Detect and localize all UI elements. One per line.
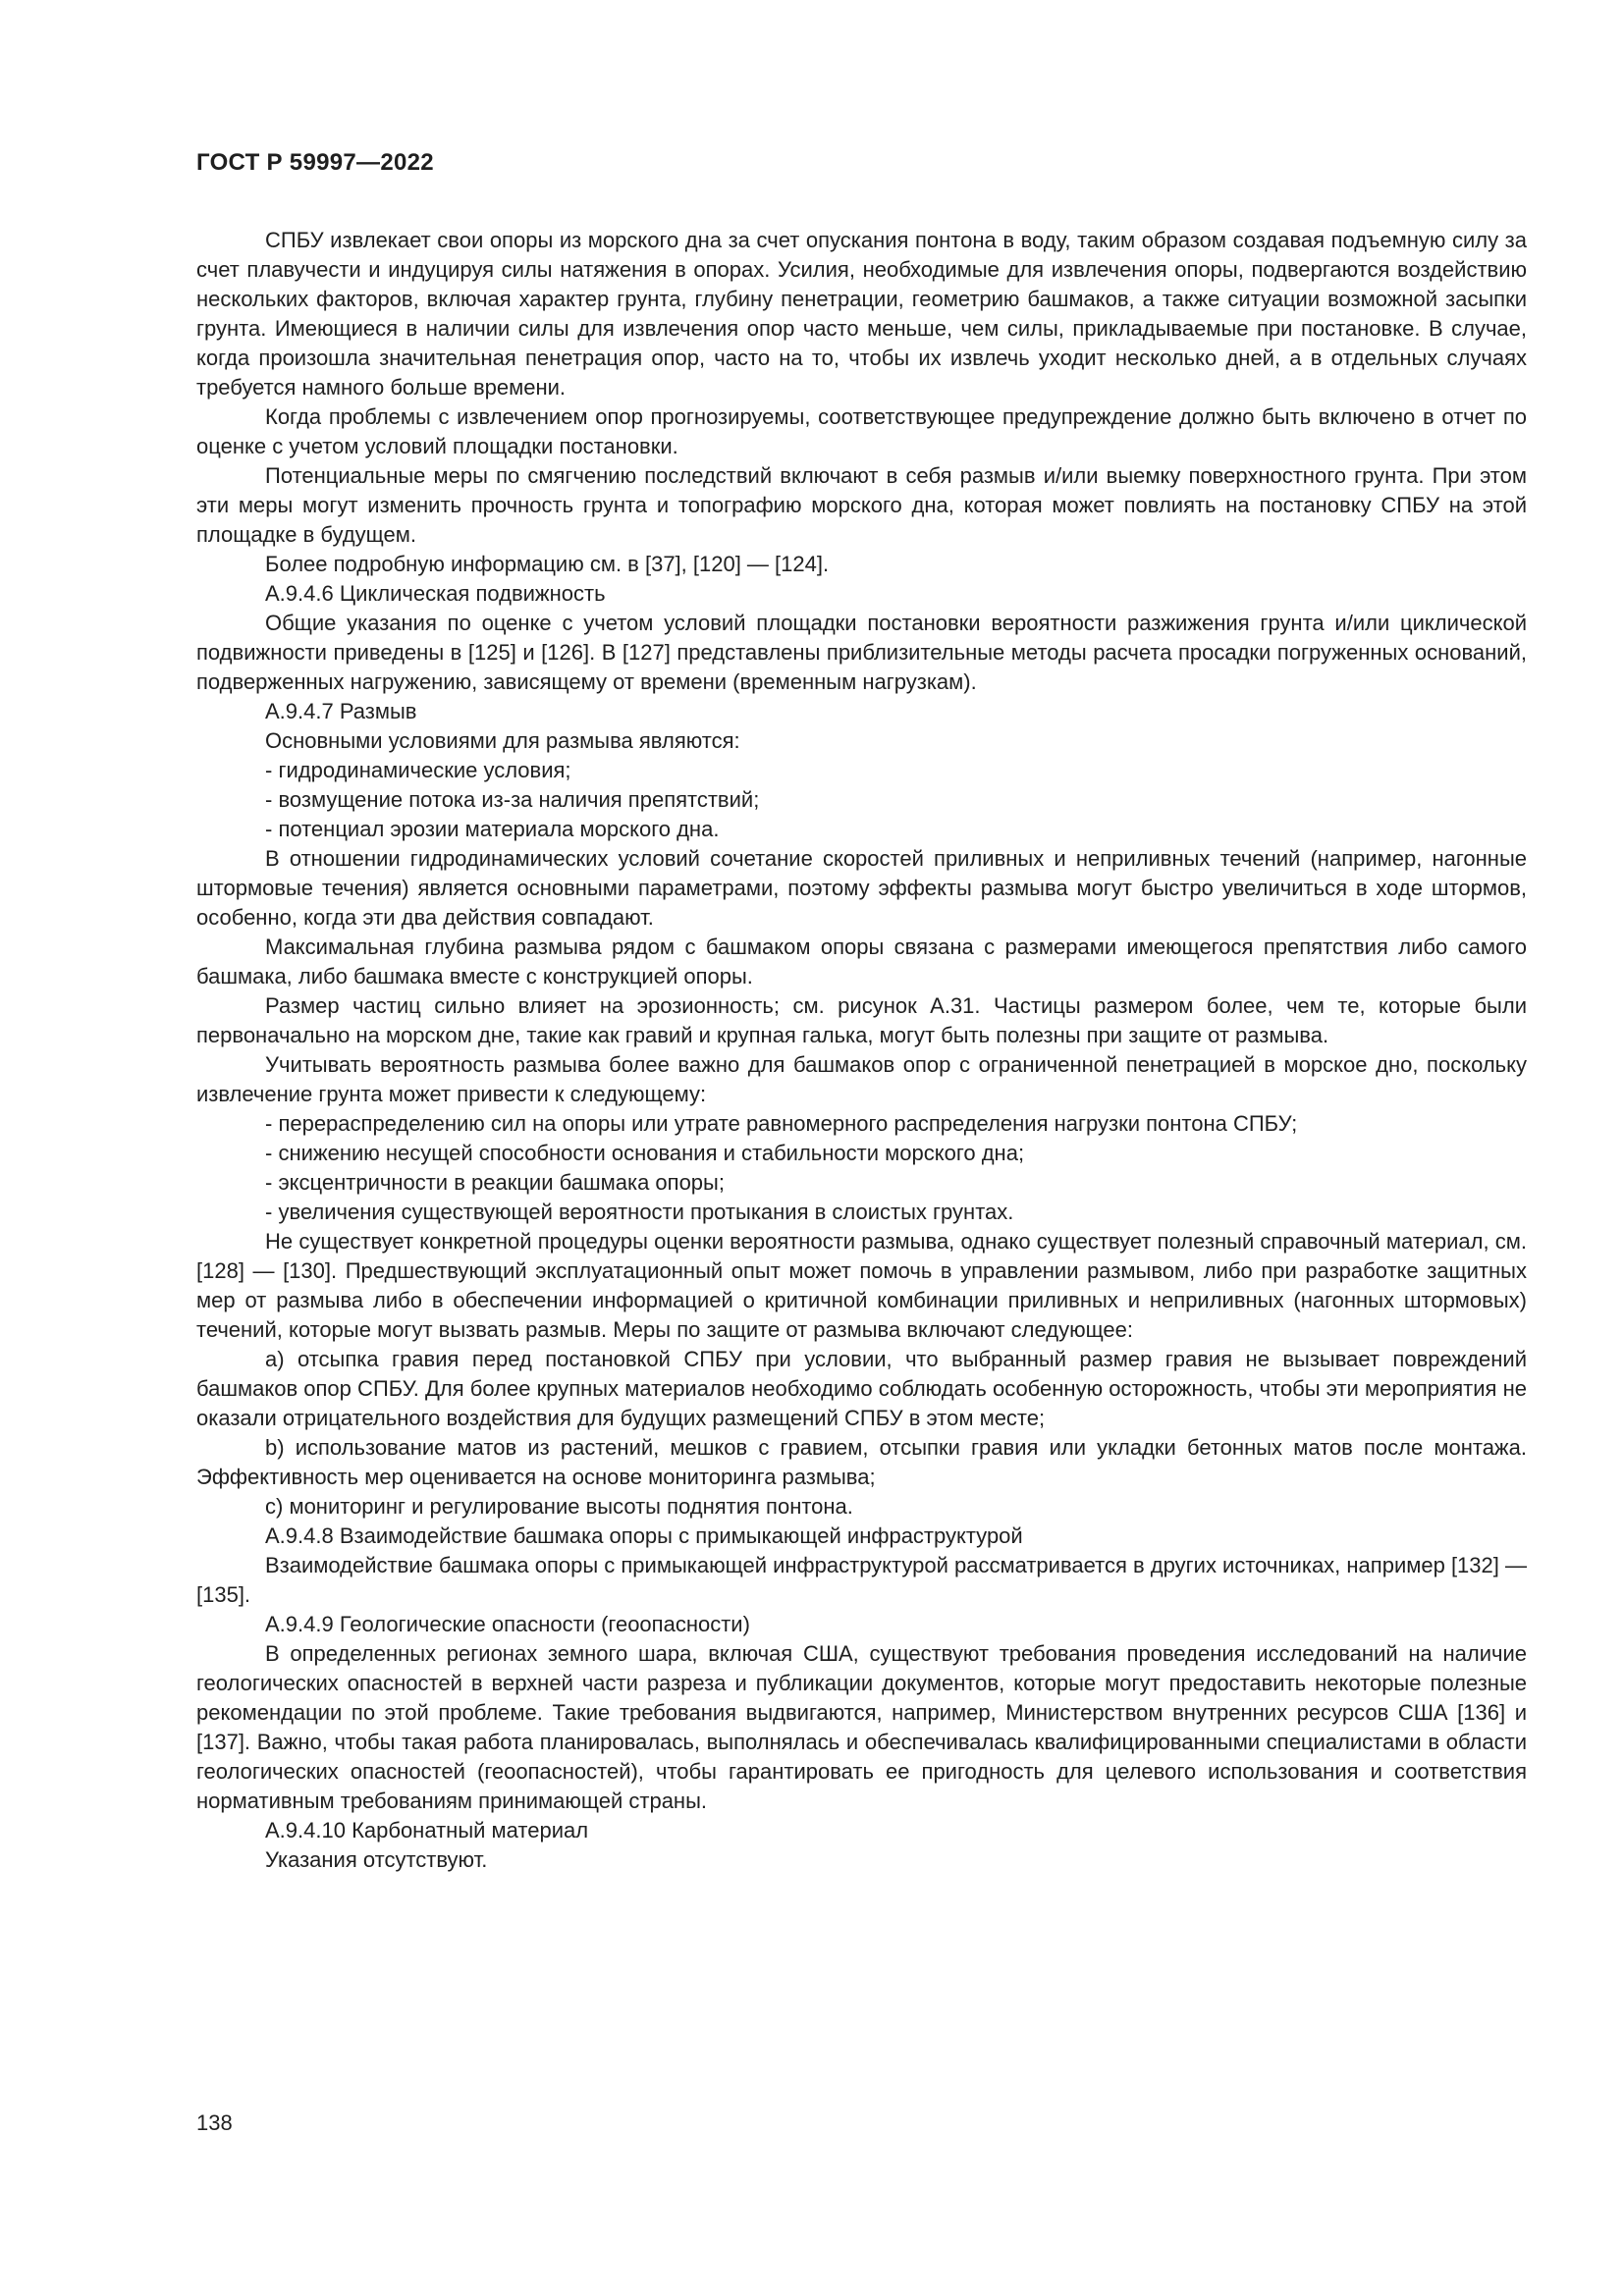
- paragraph: Более подробную информацию см. в [37], [120] — [124].: [265, 552, 830, 576]
- section-heading: А.9.4.6 Циклическая подвижность: [265, 581, 606, 606]
- paragraph: Максимальная глубина размыва рядом с башмаком опоры связана с размерами имеющегося препятствия либо самого башмака, либо башмака вместе с конструкцией опоры.: [196, 934, 1527, 988]
- list-item: - эксцентричности в реакции башмака опоры;: [265, 1170, 725, 1195]
- paragraph: В отношении гидродинамических условий сочетание скоростей приливных и неприливных течений (например, нагонные штормовые течения) является основными параметрами, поэтому эффекты размыва могут быстро увеличиться в ходе штормов, особенно, когда эти два действия совпадают.: [196, 846, 1527, 930]
- section-heading: А.9.4.8 Взаимодействие башмака опоры с примыкающей инфраструктурой: [265, 1523, 1023, 1548]
- paragraph: Указания отсутствуют.: [265, 1847, 488, 1872]
- list-item: - увеличения существующей вероятности протыкания в слоистых грунтах.: [265, 1200, 1014, 1224]
- section-heading: А.9.4.10 Карбонатный материал: [265, 1818, 589, 1842]
- paragraph: Учитывать вероятность размыва более важно для башмаков опор с ограниченной пенетрацией в морское дно, поскольку извлечение грунта может привести к следующему:: [196, 1052, 1527, 1106]
- paragraph: Когда проблемы с извлечением опор прогнозируемы, соответствующее предупреждение должно быть включено в отчет по оценке с учетом условий площадки постановки.: [196, 404, 1527, 458]
- document-header: ГОСТ Р 59997—2022: [196, 149, 434, 176]
- list-item: - перераспределению сил на опоры или утрате равномерного распределения нагрузки понтона СПБУ;: [265, 1111, 1298, 1136]
- section-heading: А.9.4.7 Размыв: [265, 699, 417, 723]
- paragraph: Основными условиями для размыва являются:: [265, 728, 740, 753]
- paragraph: Размер частиц сильно влияет на эрозионность; см. рисунок А.31. Частицы размером более, чем те, которые были первоначально на морском дне, такие как гравий и крупная галька, могут быть полезны при защите от размыва.: [196, 993, 1527, 1047]
- section-heading: А.9.4.9 Геологические опасности (геоопасности): [265, 1612, 750, 1636]
- page-number: 138: [196, 2110, 233, 2135]
- list-item: b) использование матов из растений, мешков с гравием, отсыпки гравия или укладки бетонных матов после монтажа. Эффективность мер оценивается на основе мониторинга размыва;: [196, 1435, 1527, 1489]
- list-item: - возмущение потока из-за наличия препятствий;: [265, 787, 760, 812]
- paragraph: В определенных регионах земного шара, включая США, существуют требования проведения исследований на наличие геологических опасностей в верхней части разреза и публикации документов, которые могут предоставить некоторые полезные рекомендации по этой проблеме. Такие требования выдвигаются, например, Министерством внутренних ресурсов США [136] и [137]. Важно, чтобы такая работа планировалась, выполнялась и обеспечивалась квалифицированными специалистами в области геологических опасностей (геоопасностей), чтобы гарантировать ее пригодность для целевого использования и соответствия нормативным требованиям принимающей страны.: [196, 1641, 1527, 1813]
- paragraph: Не существует конкретной процедуры оценки вероятности размыва, однако существует полезный справочный материал, см. [128] — [130]. Предшествующий эксплуатационный опыт может помочь в управлении размывом, либо при разработке защитных мер от размыва либо в обеспечении информацией о критичной комбинации приливных и неприливных (нагонных штормовых) течений, которые могут вызвать размыв. Меры по защите от размыва включают следующее:: [196, 1229, 1527, 1342]
- list-item: - потенциал эрозии материала морского дна.: [265, 817, 720, 841]
- list-item: а) отсыпка гравия перед постановкой СПБУ при условии, что выбранный размер гравия не вызывает повреждений башмаков опор СПБУ. Для более крупных материалов необходимо соблюдать особенную осторожность, чтобы эти мероприятия не оказали отрицательного воздействия для будущих размещений СПБУ в этом месте;: [196, 1347, 1527, 1430]
- paragraph: Общие указания по оценке с учетом условий площадки постановки вероятности разжижения грунта и/или циклической подвижности приведены в [125] и [126]. В [127] представлены приблизительные методы расчета просадки погруженных оснований, подверженных нагружению, зависящему от времени (временным нагрузкам).: [196, 611, 1527, 694]
- list-item: с) мониторинг и регулирование высоты поднятия понтона.: [265, 1494, 853, 1519]
- paragraph: Взаимодействие башмака опоры с примыкающей инфраструктурой рассматривается в других источниках, например [132] — [135].: [196, 1553, 1527, 1607]
- list-item: - гидродинамические условия;: [265, 758, 571, 782]
- list-item: - снижению несущей способности основания и стабильности морского дна;: [265, 1141, 1025, 1165]
- body-text: [196, 226, 1527, 1875]
- paragraph: СПБУ извлекает свои опоры из морского дна за счет опускания понтона в воду, таким образом создавая подъемную силу за счет плавучести и индуцируя силы натяжения в опорах. Усилия, необходимые для извлечения опоры, подвергаются воздействию нескольких факторов, включая характер грунта, глубину пенетрации, геометрию башмаков, а также ситуации возможной засыпки грунта. Имеющиеся в наличии силы для извлечения опор часто меньше, чем силы, прикладываемые при постановке. В случае, когда произошла значительная пенетрация опор, часто на то, чтобы их извлечь уходит несколько дней, а в отдельных случаях требуется намного больше времени.: [196, 228, 1527, 400]
- paragraph: Потенциальные меры по смягчению последствий включают в себя размыв и/или выемку поверхностного грунта. При этом эти меры могут изменить прочность грунта и топографию морского дна, которая может повлиять на постановку СПБУ на этой площадке в будущем.: [196, 463, 1527, 547]
